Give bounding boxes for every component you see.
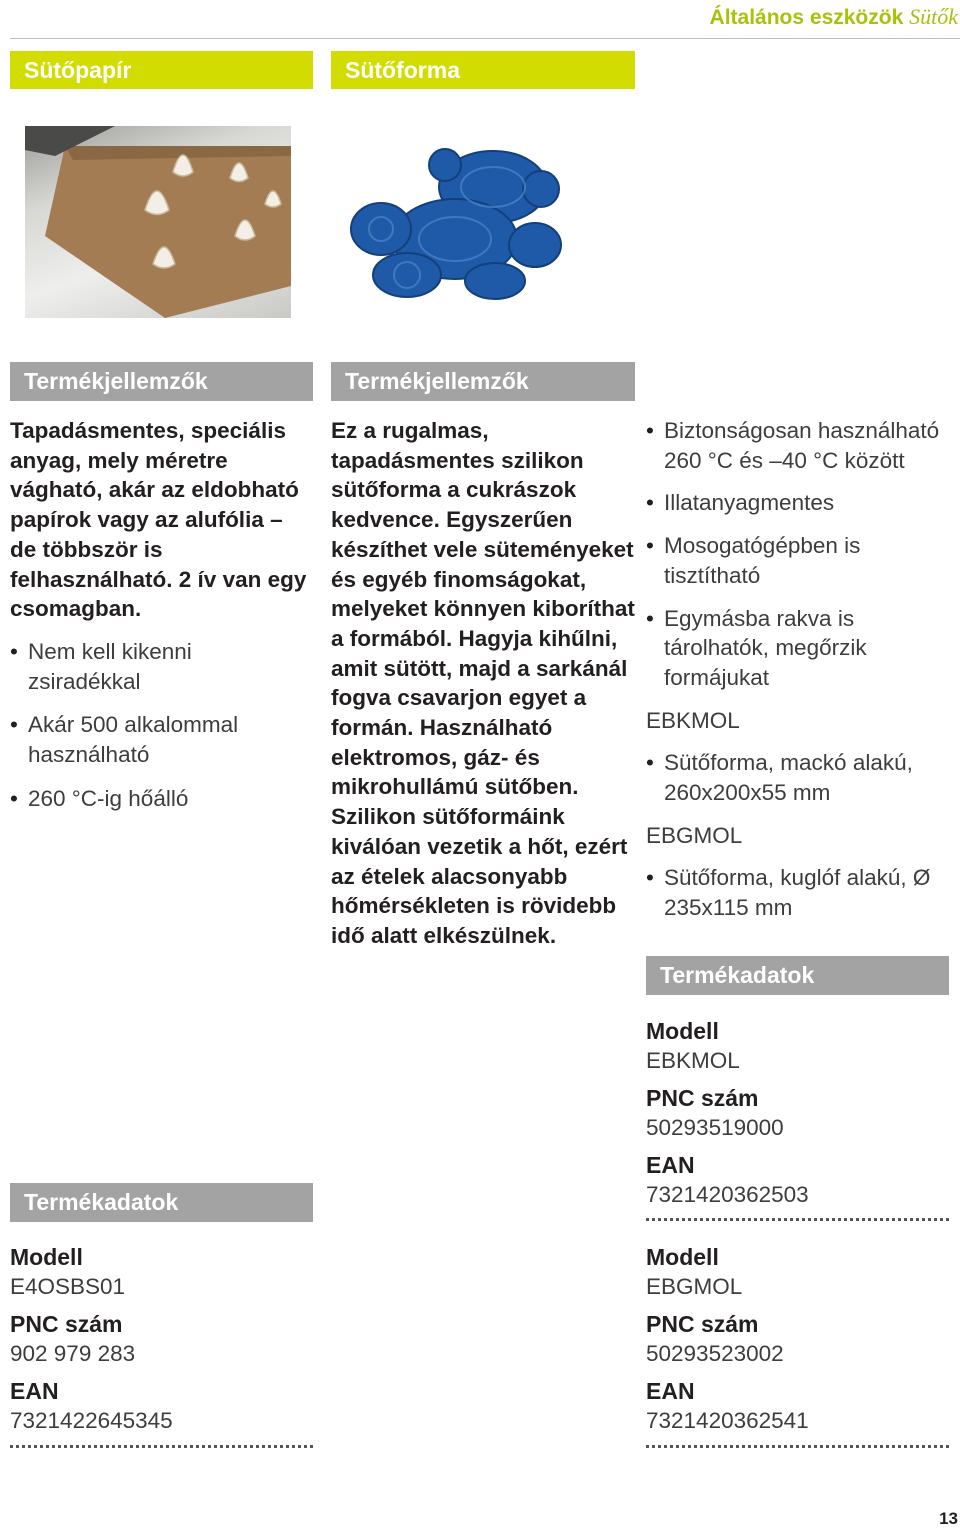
col3-body — [646, 416, 956, 923]
pnc-value: 50293523002 — [646, 1341, 784, 1366]
section-title-sutoforma: Sütőforma — [331, 51, 635, 89]
col3-bullet: • Mosogatógépben is tisztítható — [646, 531, 956, 590]
bear-mold-photo — [345, 147, 585, 302]
col3-bullet: • Sütőforma, kuglóf alakú, Ø 235x115 mm — [646, 863, 956, 922]
model-label: Modell — [10, 1244, 83, 1270]
model-label: Modell — [646, 1244, 719, 1270]
pnc-value: 902 979 283 — [10, 1341, 136, 1366]
col3-bullet: • Illatanyagmentes — [646, 488, 956, 518]
col1-bullet: • Nem kell kikenni zsiradékkal — [10, 637, 310, 696]
product-code: EBKMOL — [646, 707, 740, 733]
running-header — [710, 4, 958, 30]
header-rule — [10, 38, 960, 39]
pnc-label: PNC szám — [10, 1311, 123, 1337]
model-value: E4OSBS01 — [10, 1274, 126, 1299]
col1-bullet: • 260 °C-ig hőálló — [10, 784, 310, 814]
data-heading-col1: Termékadatok — [10, 1183, 313, 1222]
pnc-label: PNC szám — [646, 1311, 759, 1337]
dotted-separator — [646, 1218, 949, 1221]
header-subcategory: Sütők — [909, 4, 958, 29]
ean-value: 7321420362503 — [646, 1182, 809, 1207]
data-heading-col3: Termékadatok — [646, 956, 949, 995]
col3-bullet-list — [646, 748, 956, 807]
features-heading-col2: Termékjellemzők — [331, 362, 635, 401]
col3-bullet: • Sütőforma, mackó alakú, 260x200x55 mm — [646, 748, 956, 807]
col2-lead-text: Ez a rugalmas, tapadásmentes szilikon sütőforma a cukrászok kedvence. Egyszerűen készíthet vele süteményeket és egyéb finomságokat, melyeket könnyen kiboríthat a formából. Hagyja kihűlni, amit sütött, majd a sarkánál fogva csavarjon egyet a formán. Használható elektromos, gáz- és mikrohullámú sütőben. Szilikon sütőformáink kiválóan vezetik a hőt, ezért az ételek alacsonyabb hőmérsékleten is rövidebb idő alatt elkészülnek. — [331, 418, 635, 948]
ean-value: 7321422645345 — [10, 1408, 173, 1433]
ean-value: 7321420362541 — [646, 1408, 809, 1433]
product-code: EBGMOL — [646, 822, 743, 848]
model-label: Modell — [646, 1018, 719, 1044]
col3-bullet-list — [646, 416, 956, 693]
model-value: EBGMOL — [646, 1274, 743, 1299]
col1-bullet: • Akár 500 alkalommal használható — [10, 710, 310, 769]
col3-spec-ebgmol — [646, 1242, 949, 1443]
model-value: EBKMOL — [646, 1048, 740, 1073]
page-number: 13 — [939, 1509, 958, 1528]
dotted-separator — [10, 1445, 313, 1448]
ean-label: EAN — [646, 1152, 695, 1178]
pnc-value: 50293519000 — [646, 1115, 784, 1140]
pnc-label: PNC szám — [646, 1085, 759, 1111]
col2-body — [331, 416, 637, 951]
bear-mold-illustration — [345, 147, 585, 302]
features-heading-col1: Termékjellemzők — [10, 362, 313, 401]
col1-bullet-list — [10, 637, 310, 814]
col1-body — [10, 416, 310, 813]
col3-bullet: • Egymásba rakva is tárolhatók, megőrzik formájukat — [646, 604, 956, 693]
col1-lead-text: Tapadásmentes, speciális anyag, mely méretre vágható, akár az eldobható papírok vagy az alufólia – de többször is felhasználható. 2 ív van egy csomagban. — [10, 418, 307, 622]
section-title-sutopapir: Sütőpapír — [10, 51, 313, 89]
col3-spec-ebkmol — [646, 1016, 949, 1217]
header-category: Általános eszközök — [709, 6, 904, 29]
dotted-separator — [646, 1445, 949, 1448]
ean-label: EAN — [646, 1378, 695, 1404]
baking-paper-illustration — [25, 126, 291, 318]
col1-spec — [10, 1242, 313, 1443]
baking-paper-photo — [25, 126, 291, 318]
ean-label: EAN — [10, 1378, 59, 1404]
col3-bullet-list — [646, 863, 956, 922]
col3-bullet: • Biztonságosan használható 260 °C és –40 °C között — [646, 416, 956, 475]
